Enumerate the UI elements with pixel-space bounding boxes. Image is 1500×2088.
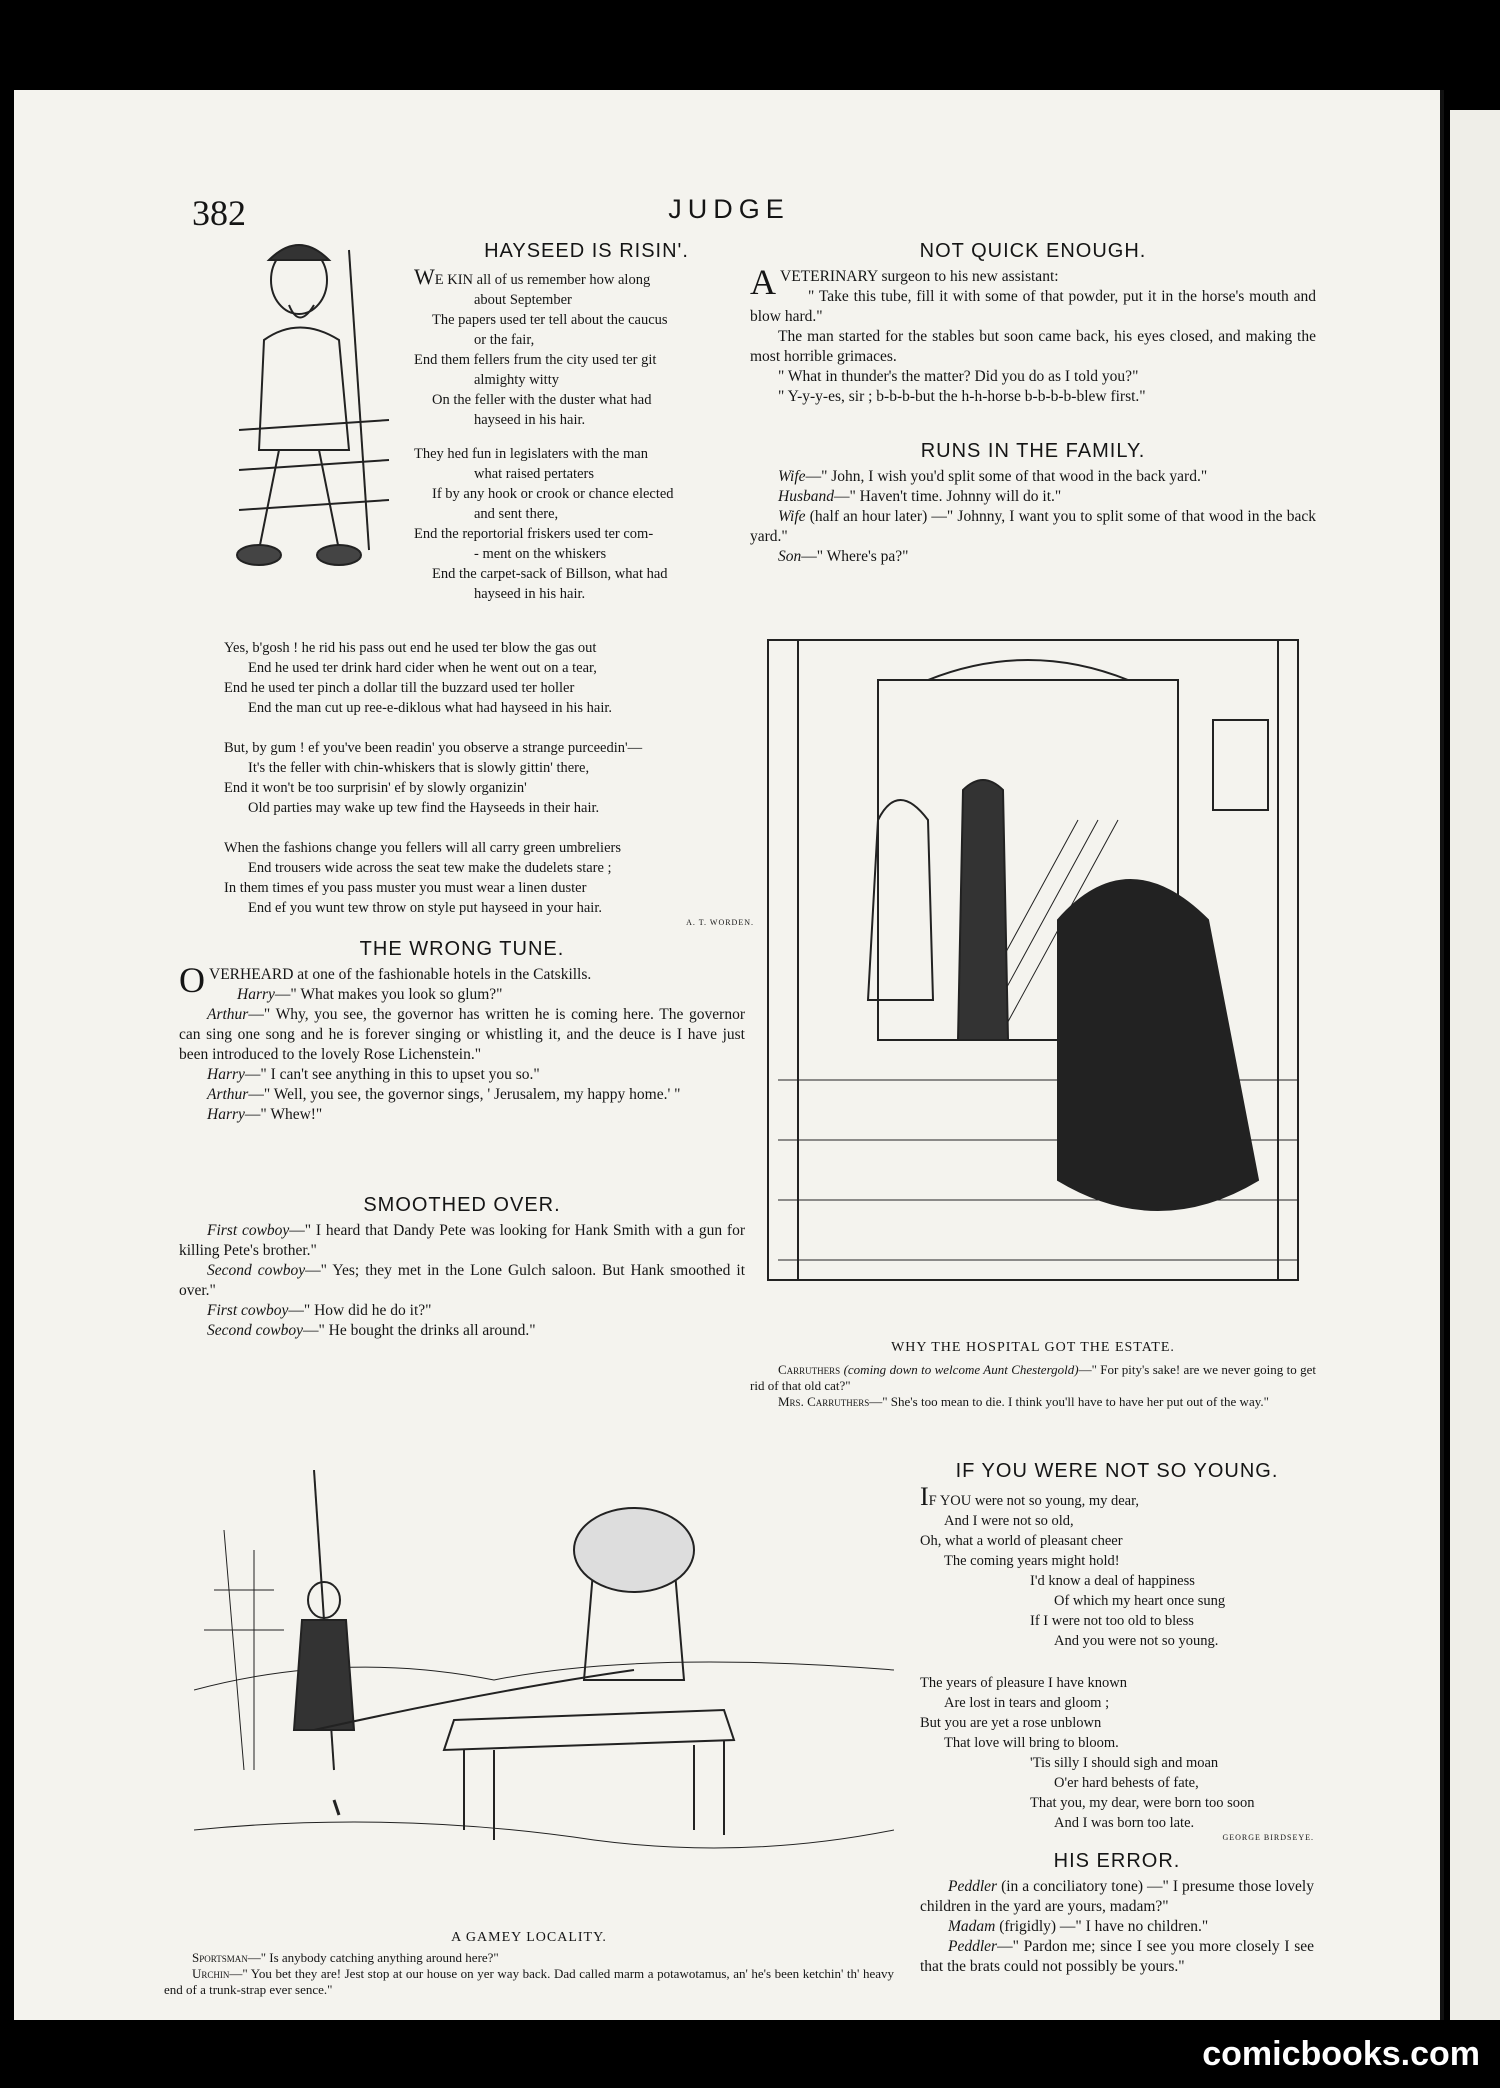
- speaker: Carruthers: [778, 1362, 841, 1377]
- hayseed-first-line: E KIN all of us remember how along: [434, 272, 651, 288]
- young-poem: [920, 1460, 1314, 1842]
- speaker: Arthur: [207, 1086, 249, 1103]
- hayseed-line: End ef you wunt tew throw on style put hayseed in your hair.: [248, 900, 602, 916]
- hayseed-line: End the reportorial friskers used ter com-: [414, 526, 654, 542]
- hayseed-poem-continued: [224, 638, 754, 927]
- not-quick-article: [750, 240, 1316, 407]
- speaker: Wife: [778, 468, 806, 485]
- young-line: The years of pleasure I have known: [920, 1675, 1127, 1691]
- runs-family-title: RUNS IN THE FAMILY.: [920, 440, 1146, 462]
- wrong-tune-title: THE WRONG TUNE.: [359, 938, 565, 960]
- wrong-tune-article: [179, 938, 745, 1125]
- not-quick-dropcap: A: [750, 262, 776, 302]
- wrong-tune-dropcap: O: [179, 960, 205, 1000]
- young-title: IF YOU WERE NOT SO YOUNG.: [955, 1460, 1279, 1482]
- young-line: And I were not so old,: [944, 1513, 1074, 1529]
- speaker: Madam: [948, 1918, 996, 1935]
- watermark: comicbooks.com: [1202, 2035, 1480, 2073]
- hayseed-line: End the man cut up ree-e-diklous what had hayseed in his hair.: [248, 700, 613, 716]
- speaker: Urchin: [192, 1966, 230, 1981]
- dialogue: —" For pity's sake! are we never going to get rid of that old cat?": [750, 1362, 1316, 1393]
- hayseed-line: - ment on the whiskers: [474, 546, 607, 562]
- his-error-article: [920, 1850, 1314, 1977]
- paragraph: The man started for the stables but soon came back, his eyes closed, and making the most horrible grimaces.: [750, 328, 1316, 365]
- dialogue: —" I can't see anything in this to upset you so.": [244, 1066, 540, 1083]
- hayseed-line: about September: [474, 292, 572, 308]
- hospital-caption: WHY THE HOSPITAL GOT THE ESTATE.: [891, 1340, 1175, 1355]
- hayseed-line: and sent there,: [474, 506, 559, 522]
- smoothed-over-title: SMOOTHED OVER.: [363, 1194, 561, 1216]
- young-line: But you are yet a rose unblown: [920, 1715, 1102, 1731]
- hayseed-line: hayseed in his hair.: [474, 586, 586, 602]
- dialogue: (frigidly) —" I have no children.": [995, 1918, 1209, 1935]
- speaker: Harry: [207, 1066, 245, 1083]
- page-gutter: [1440, 90, 1444, 2020]
- speaker: First cowboy: [207, 1302, 289, 1319]
- hospital-illustration: [758, 620, 1314, 1320]
- hayseed-dropcap: W: [414, 264, 435, 289]
- next-page-edge: [1450, 110, 1500, 2020]
- smoothed-over-article: [179, 1194, 745, 1341]
- young-line: 'Tis silly I should sigh and moan: [1030, 1755, 1219, 1771]
- dialogue: —" Where's pa?": [801, 548, 909, 565]
- speaker: Sportsman: [192, 1950, 248, 1965]
- young-dropcap: I: [920, 1482, 929, 1511]
- hayseed-line: or the fair,: [474, 332, 535, 348]
- hayseed-line: The papers used ter tell about the caucus: [432, 312, 668, 328]
- hayseed-title: HAYSEED IS RISIN'.: [484, 240, 689, 262]
- dialogue: —" Is anybody catching anything around here?": [247, 1950, 499, 1965]
- young-author: GEORGE BIRDSEYE.: [1222, 1833, 1314, 1842]
- hayseed-line: Yes, b'gosh ! he rid his pass out end he used ter blow the gas out: [224, 640, 597, 656]
- hayseed-line: End he used ter pinch a dollar till the buzzard used ter holler: [224, 680, 575, 696]
- dialogue: —" What makes you look so glum?": [274, 986, 503, 1003]
- gamey-caption: A GAMEY LOCALITY.: [451, 1930, 607, 1945]
- masthead: JUDGE: [668, 194, 790, 224]
- hayseed-line: But, by gum ! ef you've been readin' you observe a strange purceedin'—: [224, 740, 643, 756]
- hayseed-line: End the carpet-sack of Billson, what had: [432, 566, 668, 582]
- hayseed-line: End he used ter drink hard cider when he went out on a tear,: [248, 660, 597, 676]
- his-error-title: HIS ERROR.: [1053, 1850, 1181, 1872]
- hospital-caption-block: [750, 1340, 1316, 1410]
- young-line: If I were not too old to bless: [1030, 1613, 1194, 1629]
- fishing-illustration: [194, 1470, 894, 1910]
- dialogue: —" You bet they are! Jest stop at our house on yer way back. Dad called marm a potawotamus, an' he's been ketchin' th' heavy end of a trunk-strap ever sence.": [164, 1966, 894, 1997]
- young-line: Oh, what a world of pleasant cheer: [920, 1533, 1123, 1549]
- young-line: Are lost in tears and gloom ;: [944, 1695, 1110, 1711]
- dialogue: —" Pardon me; since I see you more closely I see that the brats could not possibly be yours.": [920, 1938, 1314, 1975]
- dialogue: —" Haven't time. Johnny will do it.": [833, 488, 1062, 505]
- young-line: And I was born too late.: [1054, 1815, 1195, 1831]
- hayseed-line: End them fellers frum the city used ter git: [414, 352, 657, 368]
- wrong-tune-lead: VERHEARD at one of the fashionable hotels in the Catskills.: [209, 966, 592, 983]
- young-line: O'er hard behests of fate,: [1054, 1775, 1199, 1791]
- speaker: Son: [778, 548, 802, 565]
- speaker: Mrs. Carruthers: [778, 1394, 870, 1409]
- speaker: Wife: [778, 508, 806, 525]
- hayseed-poem: [414, 240, 759, 604]
- hayseed-line: End trousers wide across the seat tew make the dudelets stare ;: [248, 860, 612, 876]
- hayseed-author: A. T. WORDEN.: [686, 918, 754, 927]
- hayseed-line: End it won't be too surprisin' ef by slowly organizin': [224, 780, 527, 796]
- dialogue: —" How did he do it?": [288, 1302, 432, 1319]
- speaker: First cowboy: [207, 1222, 290, 1239]
- runs-family-article: [750, 440, 1316, 567]
- speaker: Peddler: [948, 1878, 998, 1895]
- hayseed-line: what raised pertaters: [474, 466, 594, 482]
- speaker: Second cowboy: [207, 1262, 306, 1279]
- not-quick-title: NOT QUICK ENOUGH.: [919, 240, 1147, 262]
- dialogue: —" Why, you see, the governor has written he is coming here. The governor can sing one song and he is forever singing or whistling it, and the deuce is I have just been introduced to the lovely Rose Lichenstein.": [179, 1006, 745, 1063]
- young-first-line: F YOU were not so young, my dear,: [928, 1493, 1139, 1509]
- paragraph: " What in thunder's the matter? Did you do as I told you?": [778, 368, 1139, 385]
- dialogue: (half an hour later) —" Johnny, I want you to split some of that wood in the back yard.": [750, 508, 1316, 545]
- dialogue: —" Well, you see, the governor sings, ' Jerusalem, my happy home.' ": [248, 1086, 681, 1103]
- hayseed-line: When the fashions change you fellers will all carry green umbreliers: [224, 840, 621, 856]
- speaker: Harry: [207, 1106, 245, 1123]
- hayseed-line: They hed fun in legislaters with the man: [414, 446, 648, 462]
- speaker: Arthur: [207, 1006, 249, 1023]
- speaker: Second cowboy: [207, 1322, 303, 1339]
- dialogue: —" She's too mean to die. I think you'll have to have her put out of the way.": [869, 1394, 1269, 1409]
- speaker: Peddler: [948, 1938, 998, 1955]
- young-line: Of which my heart once sung: [1054, 1593, 1226, 1609]
- dialogue: —" Whew!": [244, 1106, 323, 1123]
- young-line: I'd know a deal of happiness: [1030, 1573, 1195, 1589]
- speaker: Harry: [237, 986, 275, 1003]
- dialogue: —" Yes; they met in the Lone Gulch saloon. But Hank smoothed it over.": [179, 1262, 745, 1299]
- young-line: The coming years might hold!: [944, 1553, 1120, 1569]
- young-line: That you, my dear, were born too soon: [1030, 1795, 1255, 1811]
- gamey-caption-block: [164, 1930, 894, 1998]
- young-line: That love will bring to bloom.: [944, 1735, 1119, 1751]
- not-quick-lead: VETERINARY surgeon to his new assistant:: [780, 268, 1059, 285]
- dialogue: —" I heard that Dandy Pete was looking for Hank Smith with a gun for killing Pete's brother.": [179, 1222, 745, 1259]
- dialogue: —" John, I wish you'd split some of that wood in the back yard.": [805, 468, 1208, 485]
- hayseed-line: If by any hook or crook or chance elected: [432, 486, 674, 502]
- hayseed-line: In them times ef you pass muster you must wear a linen duster: [224, 880, 587, 896]
- paragraph: " Y-y-y-es, sir ; b-b-b-but the h-h-horse b-b-b-b-blew first.": [778, 388, 1146, 405]
- hayseed-line: It's the feller with chin-whiskers that is slowly gittin' there,: [248, 760, 590, 776]
- speaker: Husband: [778, 488, 834, 505]
- hayseed-line: Old parties may wake up tew find the Hayseeds in their hair.: [248, 800, 600, 816]
- stage-note: (coming down to welcome Aunt Chestergold): [843, 1362, 1079, 1377]
- paragraph: " Take this tube, fill it with some of that powder, put it in the horse's mouth and blow hard.": [750, 288, 1316, 325]
- dialogue: (in a conciliatory tone) —" I presume those lovely children in the yard are yours, madam?": [920, 1878, 1314, 1915]
- page-number: 382: [192, 193, 246, 233]
- hayseed-line: hayseed in his hair.: [474, 412, 586, 428]
- hayseed-illustration: [199, 220, 424, 580]
- magazine-page: [14, 90, 1444, 2020]
- young-line: And you were not so young.: [1054, 1633, 1219, 1649]
- hayseed-line: On the feller with the duster what had: [432, 392, 652, 408]
- dialogue: —" He bought the drinks all around.": [302, 1322, 536, 1339]
- hayseed-line: almighty witty: [474, 372, 559, 388]
